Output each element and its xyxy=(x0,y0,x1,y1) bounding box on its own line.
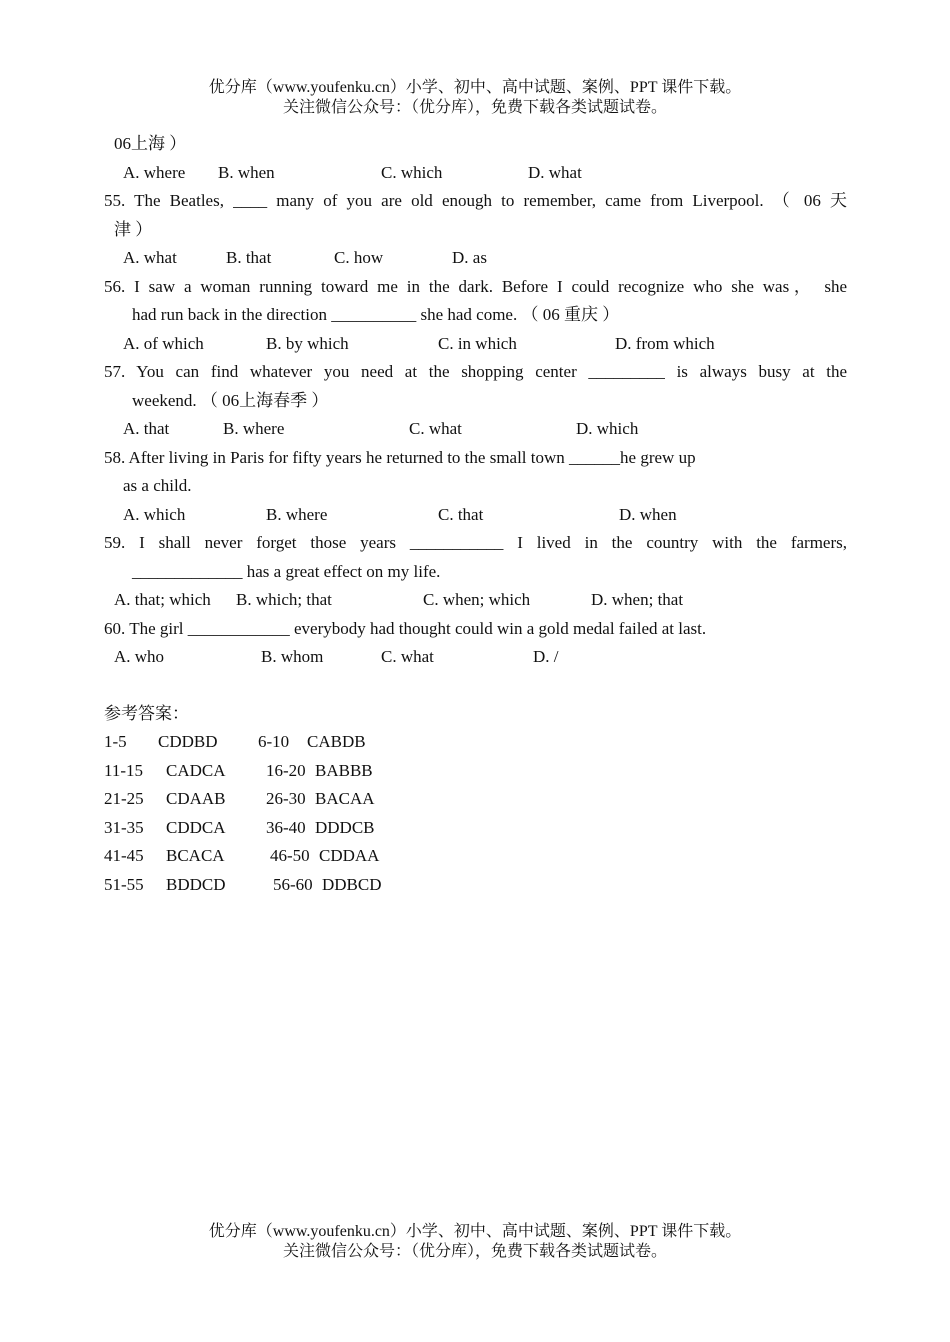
answer-rows xyxy=(104,728,847,899)
q55-stem-line-2: 津 ） xyxy=(114,219,153,239)
answer-letters: BABBB xyxy=(315,760,373,780)
page-footer xyxy=(0,1222,950,1262)
q54-option-d: D. what xyxy=(528,162,582,182)
q55-options xyxy=(104,244,847,273)
answer-letters: CDDCA xyxy=(166,817,226,837)
q57-options xyxy=(104,415,847,444)
q56-stem-line-2: had run back in the direction __________ she had come. （ 06 重庆 ） xyxy=(132,305,620,324)
footer-line-1: 优分库（www.youfenku.cn）小学、初中、高中试题、案例、PPT 课件下载。 xyxy=(208,1223,742,1240)
answer-letters: BACAA xyxy=(315,789,375,808)
q56-option-b: B. by which xyxy=(266,333,349,353)
q56-options xyxy=(104,330,847,359)
exercise-content xyxy=(104,130,847,899)
q57-option-c: C. what xyxy=(409,419,462,438)
answer-range: 26-30 xyxy=(266,789,306,808)
q60-stem-line-1: 60. The girl ____________ everybody had thought could win a gold medal failed at last. xyxy=(104,618,707,638)
q54-option-a: A. where xyxy=(123,162,186,182)
answer-range: 46-50 xyxy=(270,846,310,865)
answer-key xyxy=(104,700,847,900)
answer-letters: CADCA xyxy=(166,760,226,780)
answer-key-title: 参考答案： xyxy=(104,703,189,723)
q57-option-b: B. where xyxy=(223,419,285,438)
q58-option-a: A. which xyxy=(123,504,186,524)
answer-range: 41-45 xyxy=(104,846,144,865)
answer-letters: CABDB xyxy=(307,732,366,751)
answer-range: 56-60 xyxy=(273,874,313,894)
answer-range: 36-40 xyxy=(266,817,306,837)
answer-range: 16-20 xyxy=(266,760,306,780)
answer-row xyxy=(104,785,847,814)
q54-option-b: B. when xyxy=(218,162,275,182)
q55-stem-line-1: 55. The Beatles, ____ many of you are old enough to remember, came from Liverpool. （ 06 天 xyxy=(104,191,847,210)
q58-option-c: C. that xyxy=(438,504,484,524)
answer-letters: BCACA xyxy=(166,846,225,865)
q56-option-a: A. of which xyxy=(123,333,204,353)
q57-stem-line-2: weekend. （ 06上海春季 ） xyxy=(132,390,329,410)
q59-stem-line-2: _____________ has a great effect on my life. xyxy=(132,561,441,581)
answer-range: 21-25 xyxy=(104,789,144,808)
q54-options xyxy=(104,159,847,188)
q58-stem-line-2: as a child. xyxy=(123,476,192,495)
q55-option-d: D. as xyxy=(452,248,487,267)
answer-row xyxy=(104,814,847,843)
q59-option-d: D. when; that xyxy=(591,590,684,609)
q58-option-b: B. where xyxy=(266,504,328,524)
q59-stem-line-1: 59. I shall never forget those years ___________ I lived in the country with the farmers, xyxy=(104,533,847,552)
q58-stem-line-1: 58. After living in Paris for fifty years he returned to the small town ______he grew up xyxy=(104,447,696,467)
q56-option-c: C. in which xyxy=(438,333,517,353)
answer-letters: DDDCB xyxy=(315,817,375,837)
q55-option-c: C. how xyxy=(334,248,384,267)
q59-option-c: C. when; which xyxy=(423,590,531,609)
q60-option-a: A. who xyxy=(114,647,165,666)
q55-option-b: B. that xyxy=(226,248,272,267)
q54-option-c: C. which xyxy=(381,162,443,182)
answer-row xyxy=(104,842,847,871)
answer-letters: DDBCD xyxy=(322,874,382,894)
q60-option-b: B. whom xyxy=(261,647,324,666)
q59-option-b: B. which; that xyxy=(236,590,332,609)
answer-row xyxy=(104,728,847,757)
header-line-2: 关注微信公众号：（优分库），免费下载各类试题试卷。 xyxy=(282,99,667,116)
q56-stem-line-1: 56. I saw a woman running toward me in the dark. Before I could recognize who she was， she xyxy=(104,276,847,296)
answer-range: 1-5 xyxy=(104,732,127,751)
answer-range: 31-35 xyxy=(104,817,144,837)
answer-row xyxy=(104,871,847,900)
q55-option-a: A. what xyxy=(123,248,177,267)
header-line-1: 优分库（www.youfenku.cn）小学、初中、高中试题、案例、PPT 课件下载。 xyxy=(208,79,742,96)
q57-option-d: D. which xyxy=(576,419,639,438)
q58-options xyxy=(104,501,847,530)
q59-option-a: A. that; which xyxy=(114,590,211,609)
q57-option-a: A. that xyxy=(123,419,170,438)
answer-letters: CDAAB xyxy=(166,789,226,808)
q57-stem-line-1: 57. You can find whatever you need at the shopping center _________ is always busy at the xyxy=(104,362,847,381)
footer-line-2: 关注微信公众号：（优分库），免费下载各类试题试卷。 xyxy=(282,1243,667,1260)
q60-options xyxy=(104,643,847,672)
answer-range: 6-10 xyxy=(258,732,290,751)
answer-letters: CDDBD xyxy=(158,732,218,751)
q56-option-d: D. from which xyxy=(615,333,715,353)
q59-options xyxy=(104,586,847,615)
answer-range: 11-15 xyxy=(104,760,144,780)
q60-option-d: D. / xyxy=(533,647,559,666)
q54-source: 06上海 ） xyxy=(114,134,187,153)
page-header xyxy=(0,78,950,118)
q60-option-c: C. what xyxy=(381,647,434,666)
answer-letters: BDDCD xyxy=(166,874,226,894)
answer-range: 51-55 xyxy=(104,874,144,894)
answer-letters: CDDAA xyxy=(319,846,380,865)
q58-option-d: D. when xyxy=(619,504,677,524)
answer-row xyxy=(104,757,847,786)
